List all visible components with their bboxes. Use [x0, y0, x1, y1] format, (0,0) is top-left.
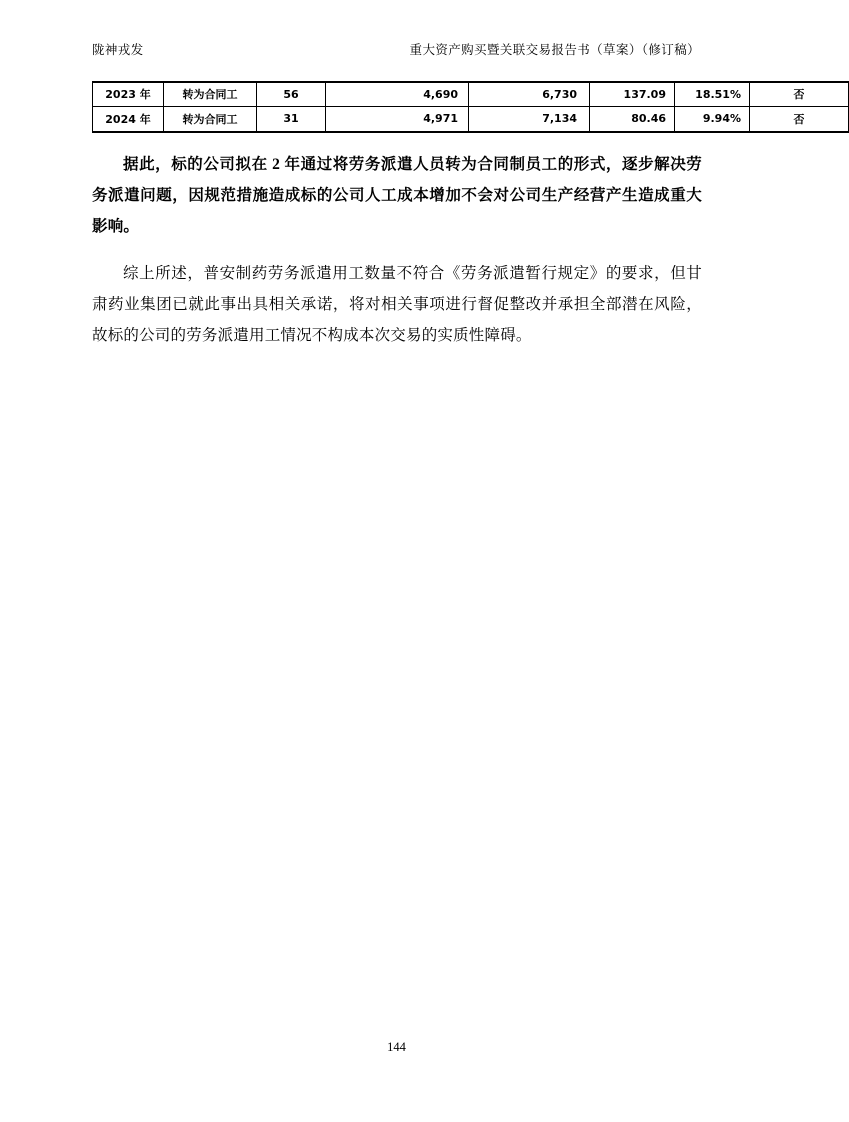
paragraph-summary: 综上所述，普安制药劳务派遣用工数量不符合《劳务派遣暂行规定》的要求，但甘肃药业集团已就此事出具相关承诺，将对相关事项进行督促整改并承担全部潜在风险，故标的公司的劳务派遣用工情况不构成本次交易的实质性障碍。	[92, 264, 702, 344]
cell-headcount: 31	[257, 107, 326, 132]
cell-percentage: 9.94%	[675, 107, 750, 132]
cell-material-impact: 否	[750, 82, 849, 107]
header-company-name: 陇神戎发	[92, 43, 144, 57]
page-number: 144	[387, 1040, 406, 1054]
cell-type: 转为合同工	[164, 82, 257, 107]
page-content	[92, 42, 805, 351]
cell-cost-increase: 137.09	[590, 82, 675, 107]
paragraph-conclusion-bold: 据此，标的公司拟在 2 年通过将劳务派遣人员转为合同制员工的形式，逐步解决劳务派遣问题，因规范措施造成标的公司人工成本增加不会对公司生产经营产生造成重大影响。	[92, 155, 702, 235]
cell-material-impact: 否	[750, 107, 849, 132]
cell-spacer	[326, 107, 369, 132]
header-document-title: 重大资产购买暨关联交易报告书（草案）（修订稿）	[409, 43, 700, 57]
cell-headcount: 56	[257, 82, 326, 107]
cell-year: 2024 年	[93, 107, 164, 132]
table-row	[93, 107, 849, 132]
table-row	[93, 82, 849, 107]
cell-amount-two: 6,730	[469, 82, 590, 107]
cell-cost-increase: 80.46	[590, 107, 675, 132]
running-header	[92, 42, 702, 60]
cell-year: 2023 年	[93, 82, 164, 107]
cell-amount-two: 7,134	[469, 107, 590, 132]
cell-amount-one: 4,971	[368, 107, 469, 132]
labor-dispatch-cost-table	[92, 81, 849, 133]
cell-amount-one: 4,690	[368, 82, 469, 107]
cell-percentage: 18.51%	[675, 82, 750, 107]
cell-type: 转为合同工	[164, 107, 257, 132]
cell-spacer	[326, 82, 369, 107]
